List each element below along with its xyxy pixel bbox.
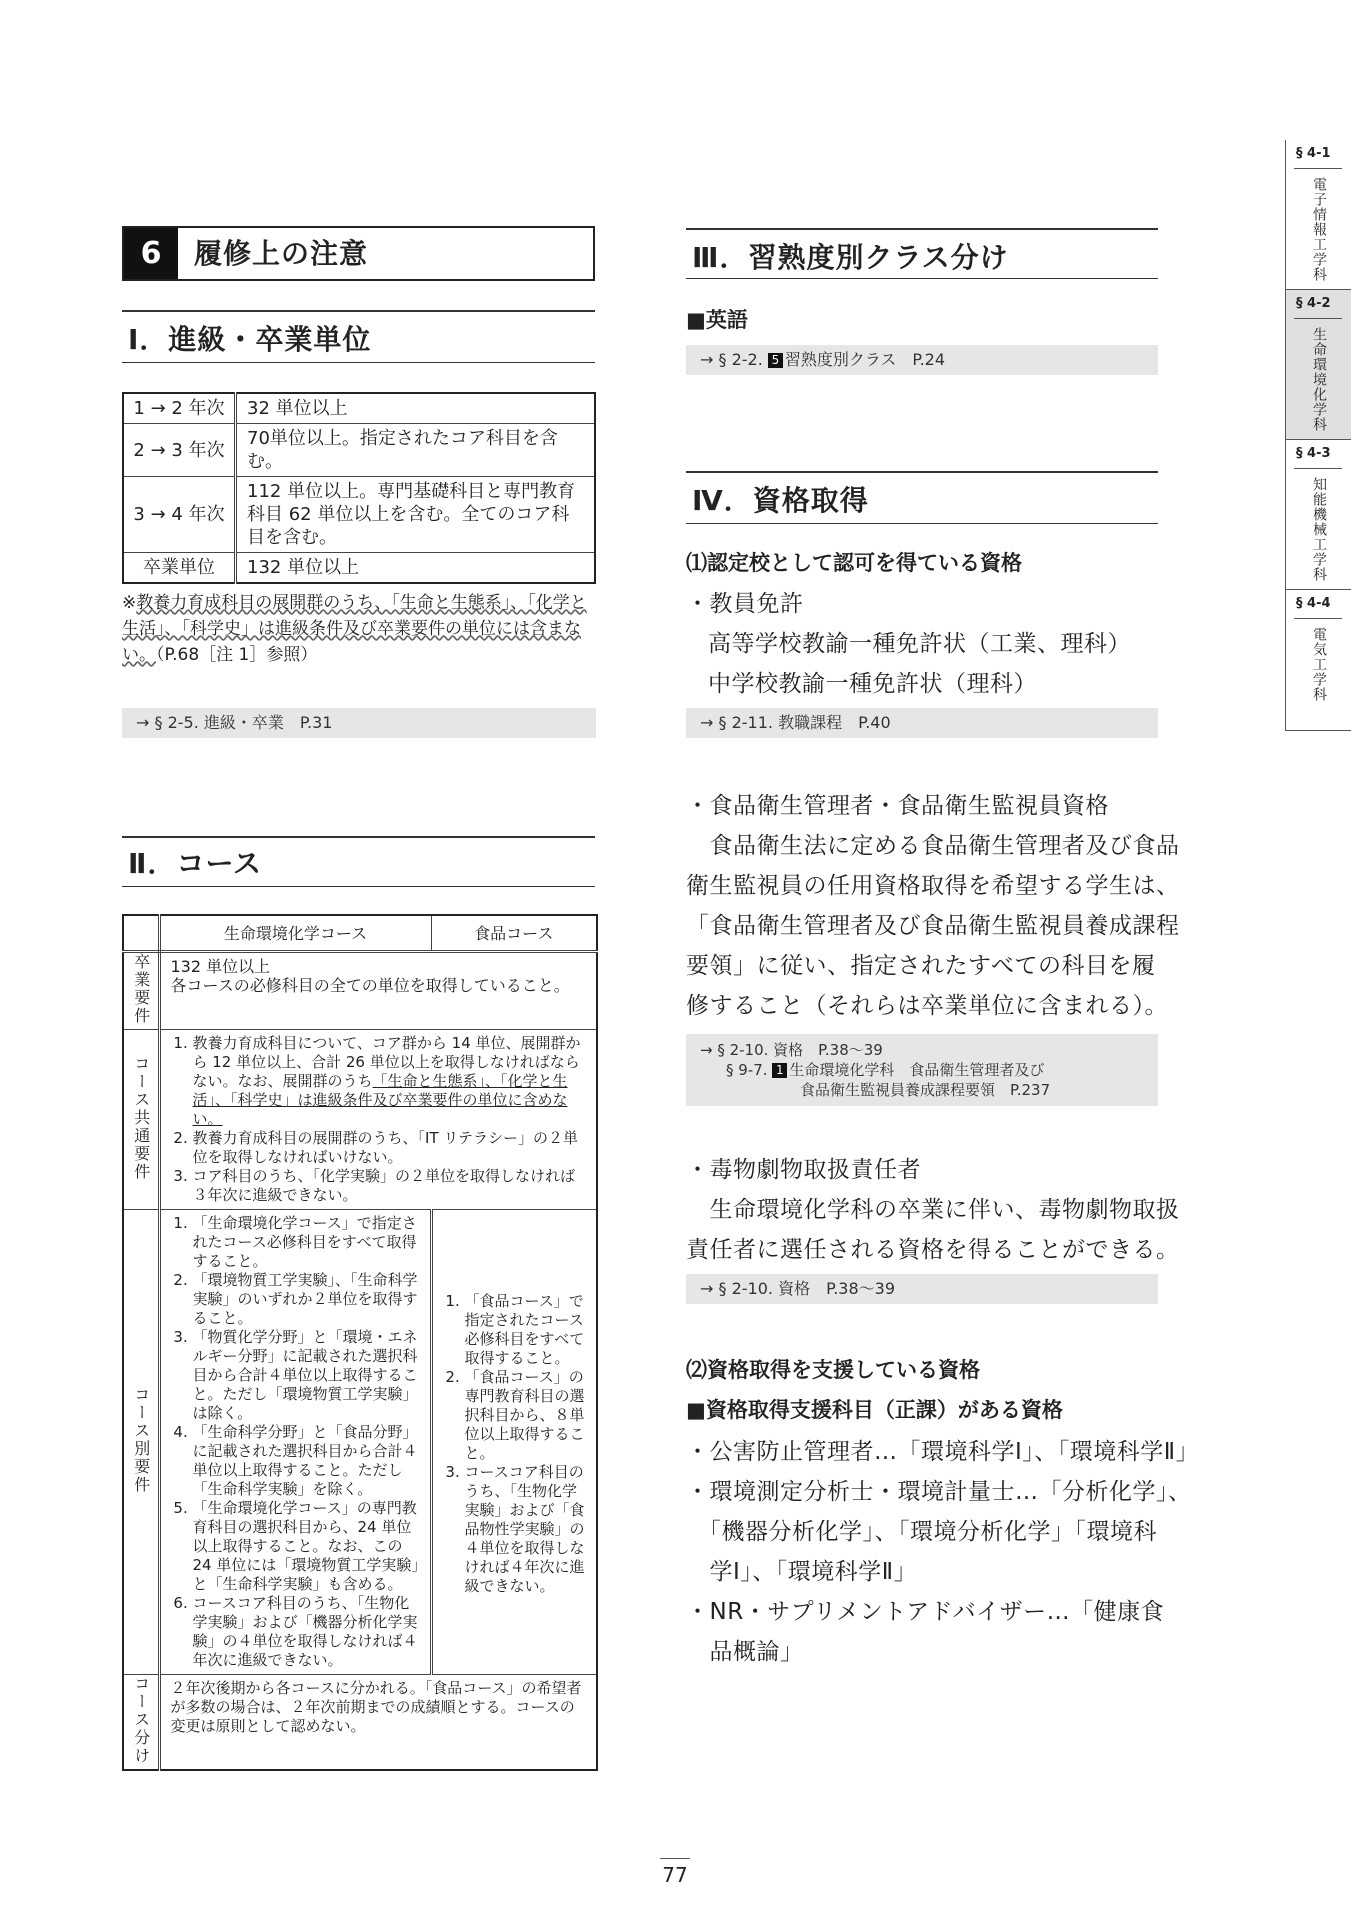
teacher-license-head: ・教員免許 <box>686 591 804 617</box>
table-row <box>123 393 595 424</box>
credit-note <box>122 590 600 668</box>
reference-text: § 9-7. 1 生命環境化学科 食品衛生管理者及び <box>726 1061 1045 1079</box>
table-row <box>123 1210 597 1675</box>
subheading-support: ⑵資格取得を支援している資格 <box>686 1358 980 1382</box>
tab-code: § 4-3 <box>1296 446 1331 461</box>
list-item: 2. 「環境物質工学実験」、「生命科学実験」のいずれか２単位を取得すること。 <box>193 1271 422 1328</box>
row-value: 32 単位以上 <box>236 393 596 424</box>
support-line: ・環境測定分析士・環境計量士…「分析化学」、 <box>686 1479 1192 1505</box>
list-item: 2. 教養力育成科目の展開群のうち、「IT リテラシー」の２単位を取得しなければいけない。 <box>193 1129 589 1167</box>
row-label-common: コース共通要件 <box>123 1030 159 1210</box>
divider <box>1294 468 1342 469</box>
food-sanitation-line: 食品衛生法に定める食品衛生管理者及び食品 <box>686 833 1180 859</box>
support-line: ・公害防止管理者…「環境科学Ⅰ」、「環境科学Ⅱ」 <box>686 1439 1200 1465</box>
list-item: 1. 「食品コース」で指定されたコース必修科目をすべて取得すること。 <box>465 1292 589 1368</box>
tab-label: 知能機械工学科 <box>1311 477 1327 582</box>
row-label-separate: コース別要件 <box>123 1210 159 1675</box>
support-line: ・NR・サプリメントアドバイザー…「健康食 <box>686 1599 1165 1625</box>
teacher-license-line: 高等学校教諭一種免許状（工業、理科） <box>708 631 1131 657</box>
divider <box>1294 168 1342 169</box>
row-label-graduation: 卒業要件 <box>123 952 159 1030</box>
poison-block <box>686 1150 1180 1270</box>
table-row <box>123 1675 597 1771</box>
reference-text: → § 2-10. 資格 P.38～39 <box>700 1279 896 1298</box>
course-split-text: ２年次後期から各コースに分かれる。「食品コース」の希望者が多数の場合は、２年次前期までの成績順とする。コースの変更は原則として認めない。 <box>159 1675 597 1771</box>
section-tabs <box>1285 140 1351 731</box>
teacher-license-block <box>686 584 1158 704</box>
table-header-row <box>123 915 597 952</box>
graduation-line: 132 単位以上 <box>170 957 271 976</box>
food-sanitation-line: 修すること（それらは卒業単位に含まれる）。 <box>686 993 1168 1019</box>
food-sanitation-head: ・食品衛生管理者・食品衛生監視員資格 <box>686 793 1109 819</box>
note-prefix: ※ <box>122 593 137 613</box>
section-4-heading <box>686 471 1158 524</box>
reference-box <box>686 1034 1158 1106</box>
tab-4-3[interactable] <box>1286 440 1351 590</box>
section-4-title: Ⅳ．資格取得 <box>692 484 869 517</box>
tab-4-1[interactable] <box>1286 140 1351 290</box>
section-2-heading <box>122 836 595 887</box>
food-sanitation-block <box>686 786 1180 1026</box>
note-text: 教養力育成科目の展開群のうち、「生命と生態系」、「化学と生活」、「科学史」は進級条件及び卒業要件の単位には含まない。 <box>122 593 587 665</box>
chapter-number: 6 <box>124 228 178 279</box>
support-line: 「機器分析化学」、「環境分析化学」「環境科 <box>686 1519 1157 1545</box>
course-table <box>122 914 598 1771</box>
tab-code: § 4-4 <box>1296 596 1331 611</box>
tab-code: § 4-1 <box>1296 146 1331 161</box>
support-line: 学Ⅰ」、「環境科学Ⅱ」 <box>686 1559 918 1585</box>
seimei-requirements <box>159 1210 431 1675</box>
divider <box>1294 318 1342 319</box>
chapter-heading <box>122 226 595 281</box>
tab-4-4[interactable] <box>1286 590 1351 730</box>
note-reference: （P.68［注 1］参照） <box>156 645 318 665</box>
header-seimei: 生命環境化学コース <box>159 915 431 952</box>
progression-table <box>122 392 596 584</box>
poison-head: ・毒物劇物取扱責任者 <box>686 1157 921 1183</box>
table-row <box>123 952 597 1030</box>
row-value: 70単位以上。指定されたコア科目を含む。 <box>236 424 596 477</box>
tab-4-2[interactable] <box>1286 290 1351 440</box>
list-item: 2. 「食品コース」の専門教育科目の選択科目から、８単位以上取得すること。 <box>465 1368 589 1463</box>
list-item: 3. コア科目のうち、「化学実験」の２単位を取得しなければ３年次に進級できない。 <box>193 1167 589 1205</box>
section-1-heading <box>122 310 595 363</box>
row-label: 2 → 3 年次 <box>123 424 236 477</box>
tab-label: 生命環境化学科 <box>1311 327 1327 432</box>
table-row <box>123 424 595 477</box>
subheading-certified: ⑴認定校として認可を得ている資格 <box>686 551 1022 575</box>
list-item: 4. 「生命科学分野」と「食品分野」に記載された選択科目から合計４単位以上取得すること。ただし「生命科学実験」を除く。 <box>193 1423 422 1499</box>
page-number: 77 <box>660 1858 690 1887</box>
divider <box>1294 618 1342 619</box>
row-value: 112 単位以上。専門基礎科目と専門教育科目 62 単位以上を含む。全てのコア科目を含む。 <box>236 477 596 553</box>
list-item: 5. 「生命環境化学コース」の専門教育科目の選択科目から、24 単位以上取得すること。なお、この 24 単位には「環境物質工学実験」と「生命科学実験」も含める。 <box>193 1499 422 1594</box>
poison-line: 責任者に選任される資格を得ることができる。 <box>686 1237 1180 1263</box>
reference-text: 食品衛生監視員養成課程要領 P.237 <box>800 1081 1051 1099</box>
support-line: 品概論」 <box>686 1639 804 1665</box>
reference-box <box>122 708 596 738</box>
food-sanitation-line: 要領」に従い、指定されたすべての科目を履 <box>686 953 1156 979</box>
poison-line: 生命環境化学科の卒業に伴い、毒物劇物取扱 <box>686 1197 1180 1223</box>
food-sanitation-line: 「食品衛生管理者及び食品衛生監視員養成課程 <box>686 913 1180 939</box>
table-row <box>123 1030 597 1210</box>
list-item: 6. コースコア科目のうち、「生物化学実験」および「機器分析化学実験」の４単位を取得しなければ４年次に進級できない。 <box>193 1594 422 1670</box>
reference-box <box>686 345 1158 375</box>
food-sanitation-line: 衛生監視員の任用資格取得を希望する学生は、 <box>686 873 1180 899</box>
table-row <box>123 553 595 584</box>
list-item: 3. コースコア科目のうち、「生物化学実験」および「食品物性学実験」の４単位を取得しなければ４年次に進級できない。 <box>465 1463 589 1596</box>
reference-text: → § 2-5. 進級・卒業 P.31 <box>136 713 333 732</box>
common-requirements <box>159 1030 597 1210</box>
graduation-line: 各コースの必修科目の全ての単位を取得していること。 <box>170 976 570 995</box>
chapter-title: 履修上の注意 <box>194 237 369 270</box>
subheading-support-courses: ■資格取得支援科目（正課）がある資格 <box>686 1398 1063 1422</box>
graduation-requirements <box>159 952 597 1030</box>
row-value: 132 単位以上 <box>236 553 596 584</box>
row-label-split: コース分け <box>123 1675 159 1771</box>
section-3-heading <box>686 228 1158 280</box>
reference-text: → § 2-10. 資格 P.38～39 <box>700 1041 883 1059</box>
list-item: 1. 「生命環境化学コース」で指定されたコース必修科目をすべて取得すること。 <box>193 1214 422 1271</box>
support-list <box>686 1432 1200 1672</box>
section-1-title: Ⅰ．進級・卒業単位 <box>128 323 372 356</box>
tab-label: 電子情報工学科 <box>1311 177 1327 282</box>
list-item: 3. 「物質化学分野」と「環境・エネルギー分野」に記載された選択科目から合計４単位以上取得すること。ただし「環境物質工学実験」は除く。 <box>193 1328 422 1423</box>
reference-text: → § 2-11. 教職課程 P.40 <box>700 713 891 732</box>
reference-box <box>686 708 1158 738</box>
section-3-title: Ⅲ．習熟度別クラス分け <box>692 241 1009 274</box>
list-item: 1. 教養力育成科目について、コア群から 14 単位、展開群から 12 単位以上、合計 26 単位以上を取得しなければならない。なお、展開群のうち「生命と生態系」、「化学と生活」、「科学史」は進級条件及び卒業要件の単位に含めない。 <box>193 1034 589 1129</box>
table-row <box>123 477 595 553</box>
tab-code: § 4-2 <box>1296 296 1331 311</box>
divider <box>686 278 1158 279</box>
section-2-title: Ⅱ．コース <box>128 847 263 880</box>
reference-text: → § 2-2. 5 習熟度別クラス P.24 <box>700 350 946 369</box>
english-subheading: ■英語 <box>686 308 748 332</box>
row-label: 卒業単位 <box>123 553 236 584</box>
tab-label: 電気工学科 <box>1311 627 1327 702</box>
shokuhin-requirements <box>431 1210 597 1675</box>
teacher-license-line: 中学校教諭一種免許状（理科） <box>708 671 1037 697</box>
reference-box <box>686 1274 1158 1304</box>
row-label: 1 → 2 年次 <box>123 393 236 424</box>
row-label: 3 → 4 年次 <box>123 477 236 553</box>
header-blank <box>123 915 159 952</box>
header-shokuhin: 食品コース <box>431 915 597 952</box>
